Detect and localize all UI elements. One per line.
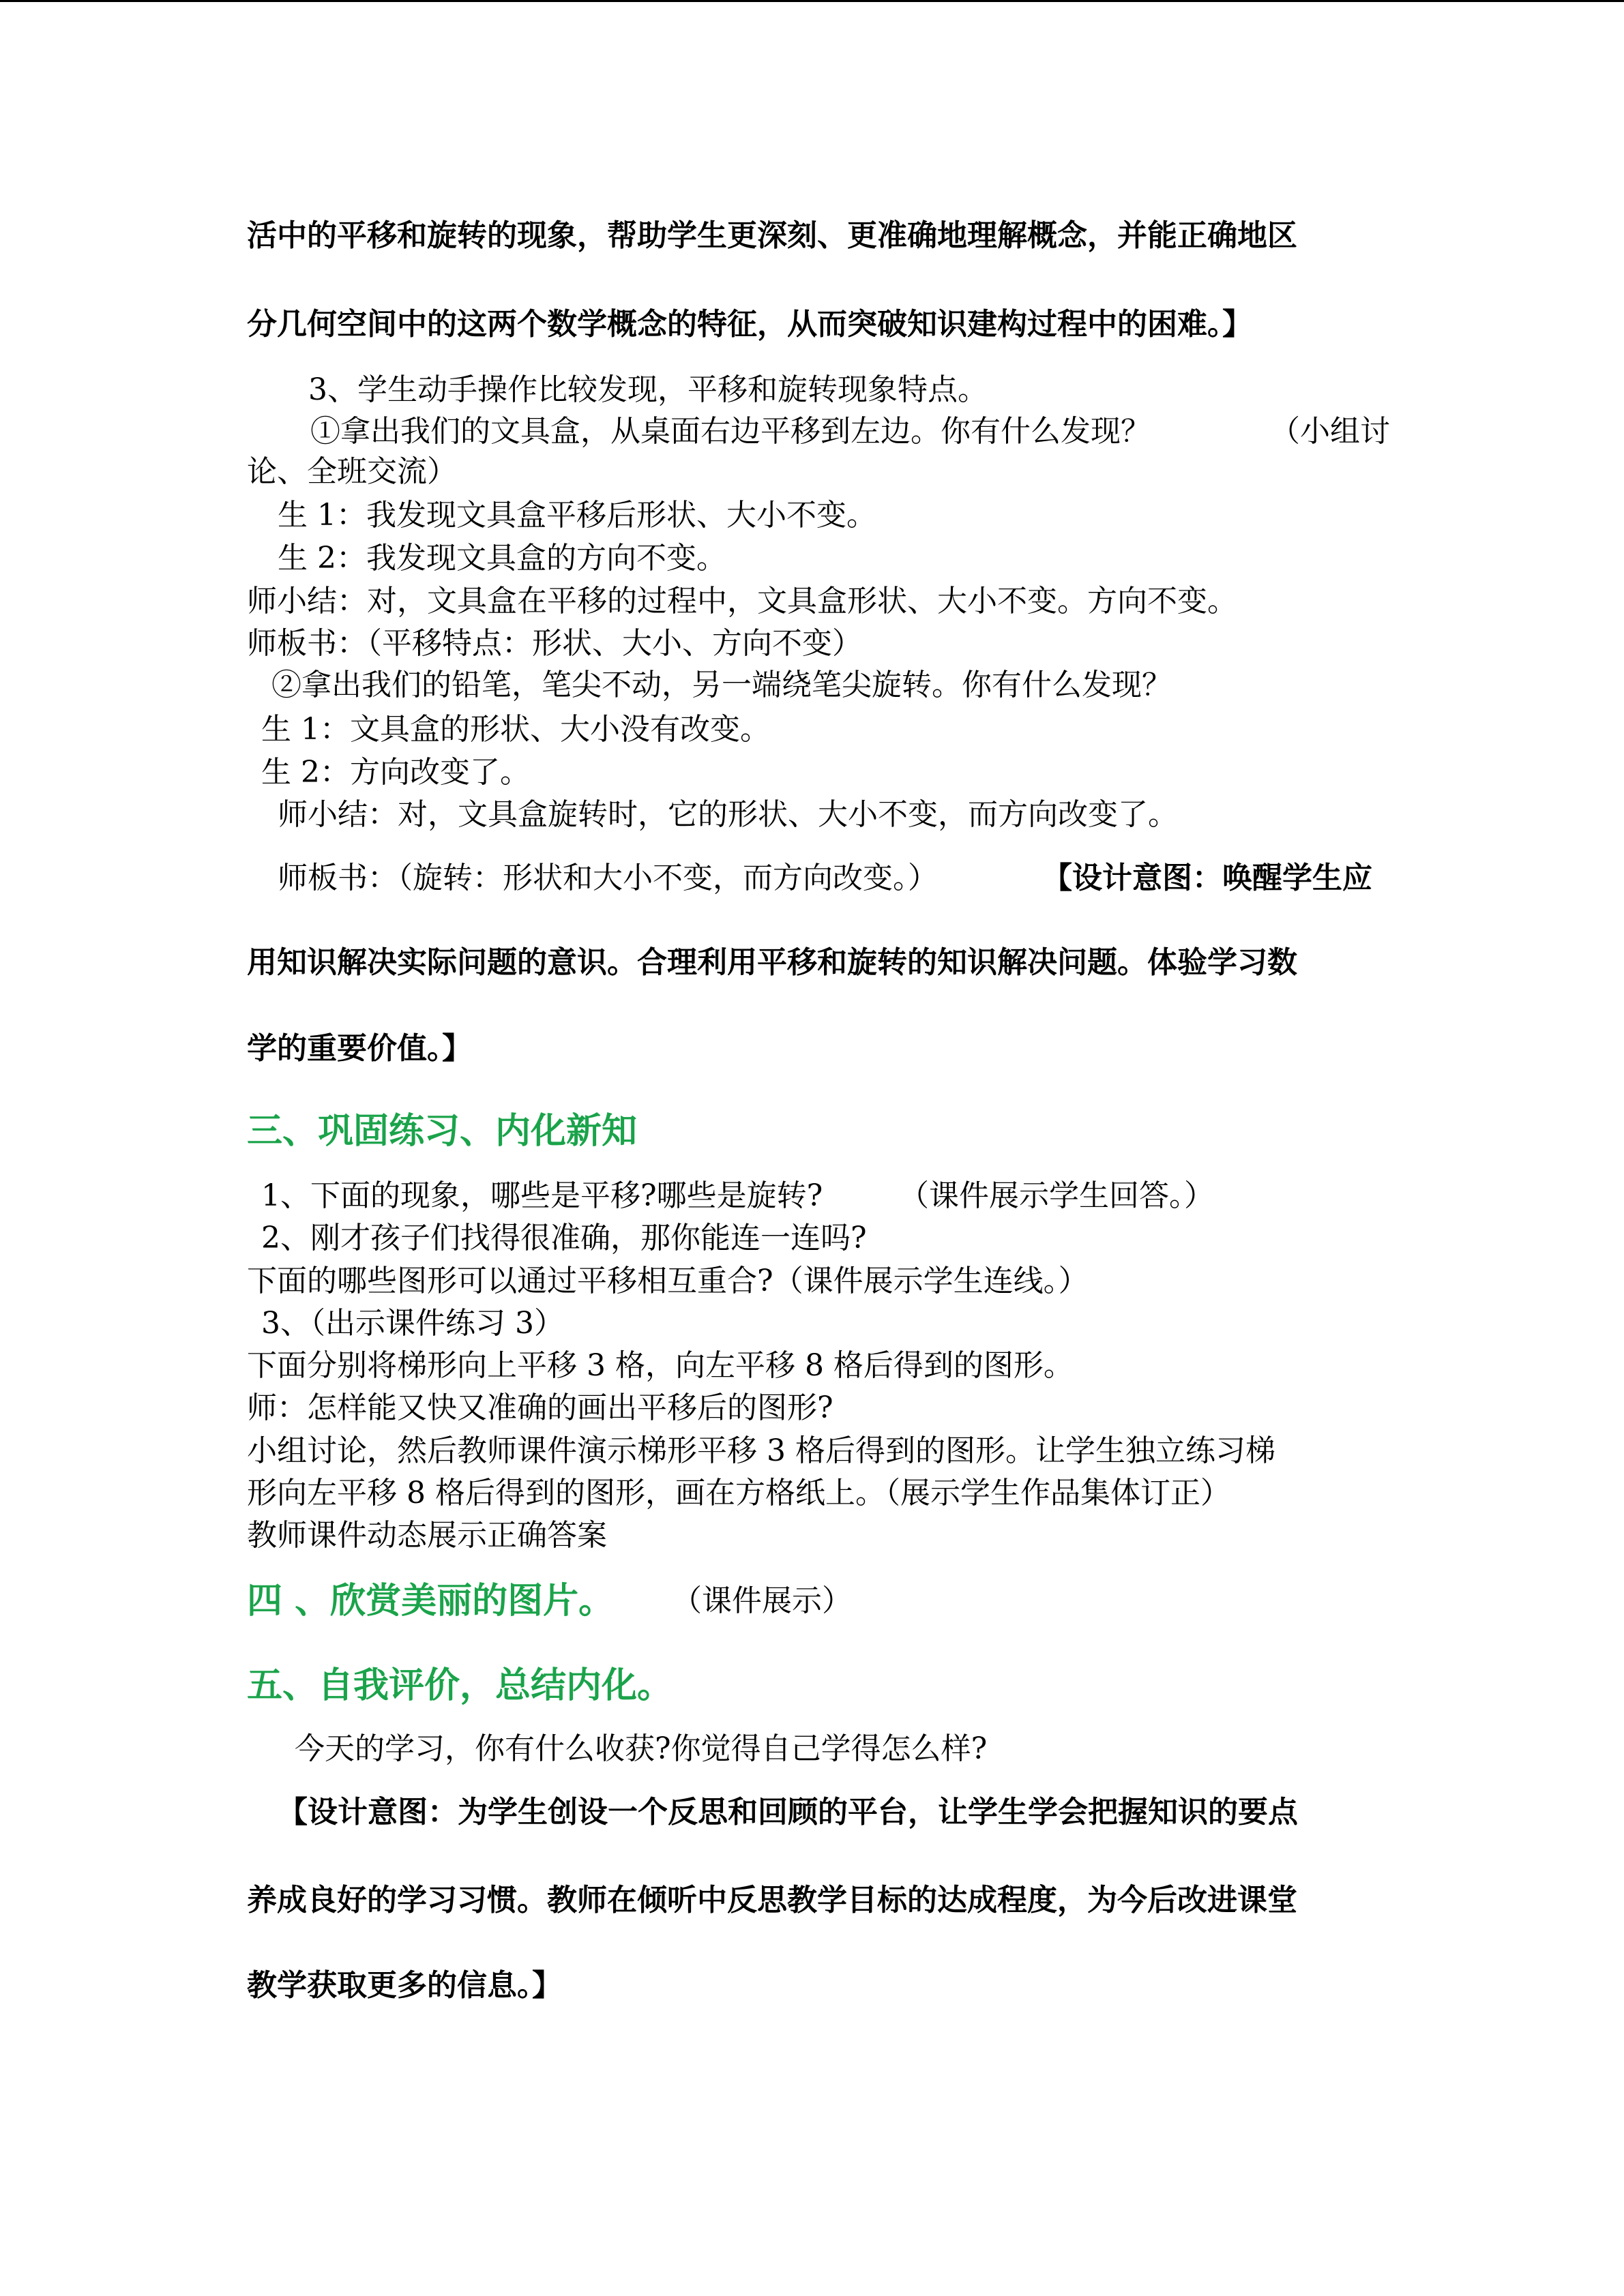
activity-item-1-line-2: 论、全班交流） [247, 454, 457, 489]
exercise-3-line-e: 教师课件动态展示正确答案 [247, 1518, 607, 1553]
section-4-note: （课件展示） [672, 1583, 852, 1618]
design-intent-1-line-2: 分几何空间中的这两个数学概念的特征，从而突破知识建构过程中的困难。】 [247, 307, 1252, 342]
activity-item-3: 3、学生动手操作比较发现，平移和旋转现象特点。 [308, 372, 988, 407]
design-intent-2-line-2: 用知识解决实际问题的意识。合理利用平移和旋转的知识解决问题。体验学习数 [247, 945, 1297, 980]
section-5-heading: 五、自我评价，总结内化。 [247, 1665, 673, 1706]
reflection-question: 今天的学习，你有什么收获?你觉得自己学得怎么样? [295, 1731, 988, 1766]
section-4-heading: 四 、欣赏美丽的图片。 [247, 1581, 615, 1622]
design-intent-2-line-3: 学的重要价值。】 [247, 1031, 472, 1066]
teacher-summary-1: 师小结：对，文具盒在平移的过程中，文具盒形状、大小不变。方向不变。 [247, 584, 1237, 618]
student-answer-1a: 生 1：我发现文具盒平移后形状、大小不变。 [278, 498, 876, 533]
exercise-3-line-b: 师：怎样能又快又准确的画出平移后的图形? [247, 1390, 833, 1425]
exercise-2: 2、刚才孩子们找得很准确，那你能连一连吗? [261, 1221, 867, 1255]
design-intent-2-start: 【设计意图：唤醒学生应 [1042, 861, 1372, 895]
student-answer-1b: 生 1：文具盒的形状、大小没有改变。 [261, 712, 770, 747]
activity-item-1-group-note: （小组讨 [1270, 414, 1390, 449]
activity-item-2: ②拿出我们的铅笔，笔尖不动，另一端绕笔尖旋转。你有什么发现？ [271, 668, 1172, 702]
board-note-1: 师板书：（平移特点：形状、大小、方向不变） [247, 626, 862, 661]
section-3-heading: 三、巩固练习、内化新知 [247, 1111, 638, 1152]
student-answer-2a: 生 2：我发现文具盒的方向不变。 [278, 541, 726, 576]
design-intent-1-line-1: 活中的平移和旋转的现象，帮助学生更深刻、更准确地理解概念，并能正确地区 [247, 218, 1297, 253]
design-intent-3-line-3: 教学获取更多的信息。】 [247, 1968, 562, 2003]
exercise-1-note: （课件展示学生回答。） [899, 1178, 1214, 1213]
student-answer-2b: 生 2：方向改变了。 [261, 755, 530, 790]
exercise-3-line-c: 小组讨论，然后教师课件演示梯形平移 3 格后得到的图形。让学生独立练习梯 [247, 1433, 1275, 1468]
exercise-3-line-a: 下面分别将梯形向上平移 3 格，向左平移 8 格后得到的图形。 [247, 1348, 1074, 1383]
design-intent-3-line-1: 【设计意图：为学生创设一个反思和回顾的平台，让学生学会把握知识的要点 [278, 1795, 1298, 1830]
activity-item-1-line-1: ①拿出我们的文具盒，从桌面右边平移到左边。你有什么发现？ [310, 414, 1151, 449]
teacher-summary-2: 师小结：对，文具盒旋转时，它的形状、大小不变，而方向改变了。 [278, 797, 1178, 832]
exercise-3: 3、（出示课件练习 3） [261, 1306, 564, 1341]
exercise-2-detail: 下面的哪些图形可以通过平移相互重合?（课件展示学生连线。） [247, 1264, 1089, 1298]
exercise-3-line-d: 形向左平移 8 格后得到的图形，画在方格纸上。（展示学生作品集体订正） [247, 1476, 1230, 1510]
exercise-1: 1、下面的现象，哪些是平移?哪些是旋转? [261, 1178, 823, 1213]
page-top-border [0, 0, 1624, 2]
design-intent-3-line-2: 养成良好的学习习惯。教师在倾听中反思教学目标的达成程度，为今后改进课堂 [247, 1883, 1297, 1918]
board-note-2: 师板书：（旋转：形状和大小不变，而方向改变。） [278, 861, 938, 895]
